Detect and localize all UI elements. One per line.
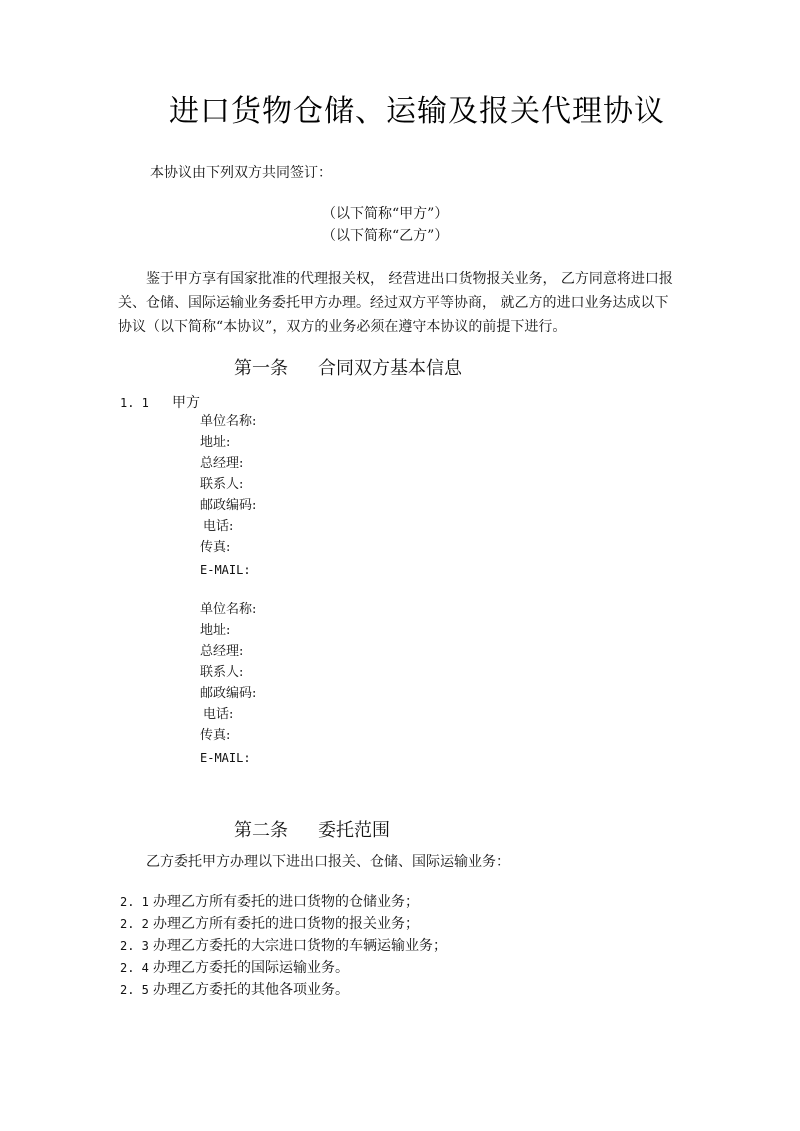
party-a-field: 地址: — [200, 435, 231, 450]
article2-number: 第二条 — [234, 820, 288, 841]
party-b-field: 联系人: — [200, 665, 244, 680]
party-a-label: （以下简称“甲方”） — [322, 206, 449, 222]
party-a-field: 传真: — [200, 540, 231, 555]
list-item-text: 办理乙方委托的其他各项业务。 — [153, 982, 349, 998]
party-b-field: E-MAIL: — [200, 751, 251, 765]
party-b-label: （以下简称“乙方”） — [322, 228, 449, 244]
list-item-text: 办理乙方委托的国际运输业务。 — [153, 960, 349, 976]
article1-title: 合同双方基本信息 — [318, 358, 462, 379]
party-a-field: 总经理: — [200, 456, 244, 471]
list-item-text: 办理乙方所有委托的进口货物的仓储业务； — [153, 894, 419, 910]
party-b-field: 总经理: — [200, 644, 244, 659]
party-b-field: 传真: — [200, 728, 231, 743]
list-item-text: 办理乙方委托的大宗进口货物的车辆运输业务； — [153, 938, 447, 954]
list-item-text: 办理乙方所有委托的进口货物的报关业务； — [153, 916, 419, 932]
list-item — [120, 958, 349, 978]
intro-text: 本协议由下列双方共同签订： — [150, 165, 332, 181]
list-item — [120, 936, 447, 956]
list-item-number: 2. 1 — [120, 895, 149, 909]
party-a-field: 单位名称: — [200, 414, 257, 429]
article1-heading — [234, 354, 462, 380]
party-b-field: 邮政编码: — [200, 686, 257, 701]
preamble-paragraph — [118, 267, 678, 339]
document-title: 进口货物仓储、运输及报关代理协议 — [169, 94, 665, 129]
list-item — [120, 914, 419, 934]
article1-sub-number: 1. 1 — [120, 396, 149, 410]
party-a-field: 邮政编码: — [200, 498, 257, 513]
party-a-field: 联系人: — [200, 477, 244, 492]
party-b-field: 单位名称: — [200, 602, 257, 617]
party-a-field: E-MAIL: — [200, 563, 251, 577]
party-a-field: 电话: — [203, 519, 234, 534]
list-item-number: 2. 2 — [120, 917, 149, 931]
list-item-number: 2. 5 — [120, 983, 149, 997]
list-item-number: 2. 4 — [120, 961, 149, 975]
article1-sub-label: 甲方 — [172, 395, 200, 411]
party-b-field: 电话: — [203, 707, 234, 722]
list-item — [120, 980, 349, 1000]
article2-intro: 乙方委托甲方办理以下进出口报关、仓储、国际运输业务： — [146, 854, 510, 870]
article2-title: 委托范围 — [318, 820, 390, 841]
article1-sub-heading — [120, 393, 200, 413]
party-b-field: 地址: — [200, 623, 231, 638]
list-item-number: 2. 3 — [120, 939, 149, 953]
article2-heading — [234, 816, 390, 842]
article1-number: 第一条 — [234, 358, 288, 379]
list-item — [120, 892, 419, 912]
preamble-text: 鉴于甲方享有国家批准的代理报关权， 经营进出口货物报关业务， 乙方同意将进口报关、仓储、国际运输业务委托甲方办理。经过双方平等协商， 就乙方的进口业务达成以下协议（以下简称“本协议”，双方的业务必须在遵守本协议的前提下进行。 — [118, 271, 673, 335]
